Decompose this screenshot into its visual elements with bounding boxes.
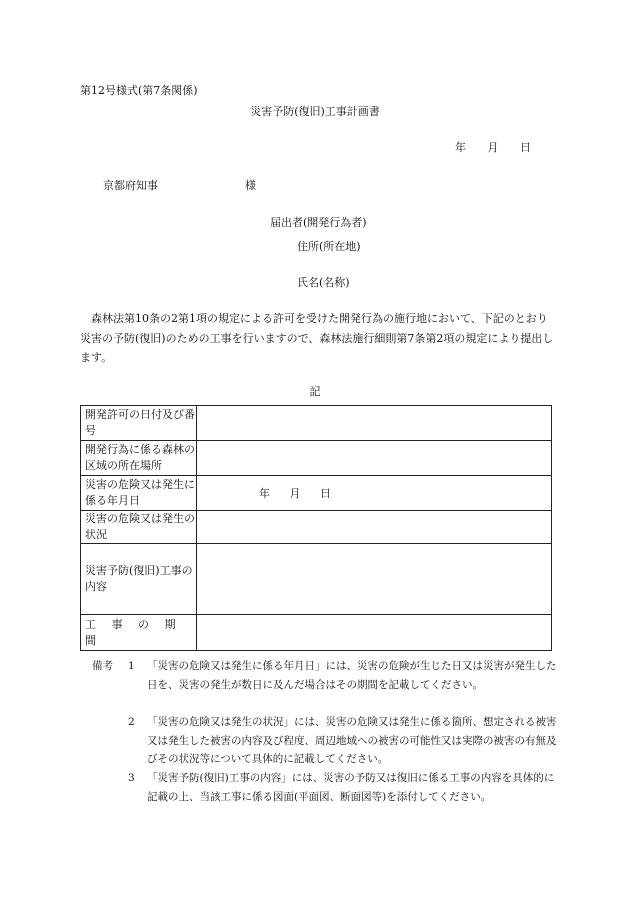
note-item [128,769,558,806]
table-row [81,441,552,476]
note-number: 2 [128,716,135,728]
date-line: 年 月 日 [455,141,531,154]
form-number: 第12号様式(第7条関係) [80,84,198,97]
row-label: 開発行為に係る森林の区域の所在場所 [81,441,197,476]
table-row [81,406,552,441]
note-text: 「災害の危険又は発生に係る年月日」には、災害の危険が生じた日又は災害が発生した日を、災害の発生が数日に及んだ場合はその期間を記載してください。 [147,660,557,691]
row-label: 工事の期間 [81,615,197,651]
addressee: 京都府知事 [103,179,158,192]
address-label: 住所(所在地) [297,240,361,253]
document-title: 災害予防(復旧)工事計画書 [250,105,380,118]
detail-table [80,405,552,651]
note-number: 3 [128,772,135,784]
table-row [81,476,552,511]
addressee-suffix: 様 [245,179,256,192]
table-row [81,615,552,651]
table-row [81,511,552,544]
row-value[interactable] [197,615,552,651]
row-label: 災害予防(復旧)工事の内容 [81,544,197,615]
name-label: 氏名(名称) [297,276,350,289]
note-number: 1 [128,660,135,672]
row-label: 災害の危険又は発生に係る年月日 [81,476,197,511]
row-value[interactable] [197,511,552,544]
row-value[interactable] [197,544,552,615]
table-row [81,544,552,615]
row-label: 災害の危険又は発生の状況 [81,511,197,544]
row-value[interactable] [197,406,552,441]
note-text: 「災害の危険又は発生の状況」には、災害の危険又は発生に係る箇所、想定される被害又は発生した被害の内容及び程度、周辺地域への被害の可能性又は実際の被害の有無及びその状況等について具体的に記載してください。 [147,716,557,765]
row-label: 開発許可の日付及び番号 [81,406,197,441]
row-value-date[interactable]: 年 月 日 [197,476,552,511]
note-text: 「災害予防(復旧)工事の内容」には、災害の予防又は復旧に係る工事の内容を具体的に記載の上、当該工事に係る図面(平面図、断面図等)を添付してください。 [147,772,555,803]
row-value[interactable] [197,441,552,476]
note-item [128,713,558,769]
body-paragraph: 森林法第10条の2第1項の規定による許可を受けた開発行為の施行地において、下記のとおり災害の予防(復旧)のための工事を行いますので、森林法施行細則第7条第2項の規定により提出します。 [80,312,554,364]
notes-heading: 備考 [92,660,113,672]
record-mark: 記 [309,385,321,398]
note-item [128,657,558,694]
applicant-label: 届出者(開発行為者) [270,216,367,229]
